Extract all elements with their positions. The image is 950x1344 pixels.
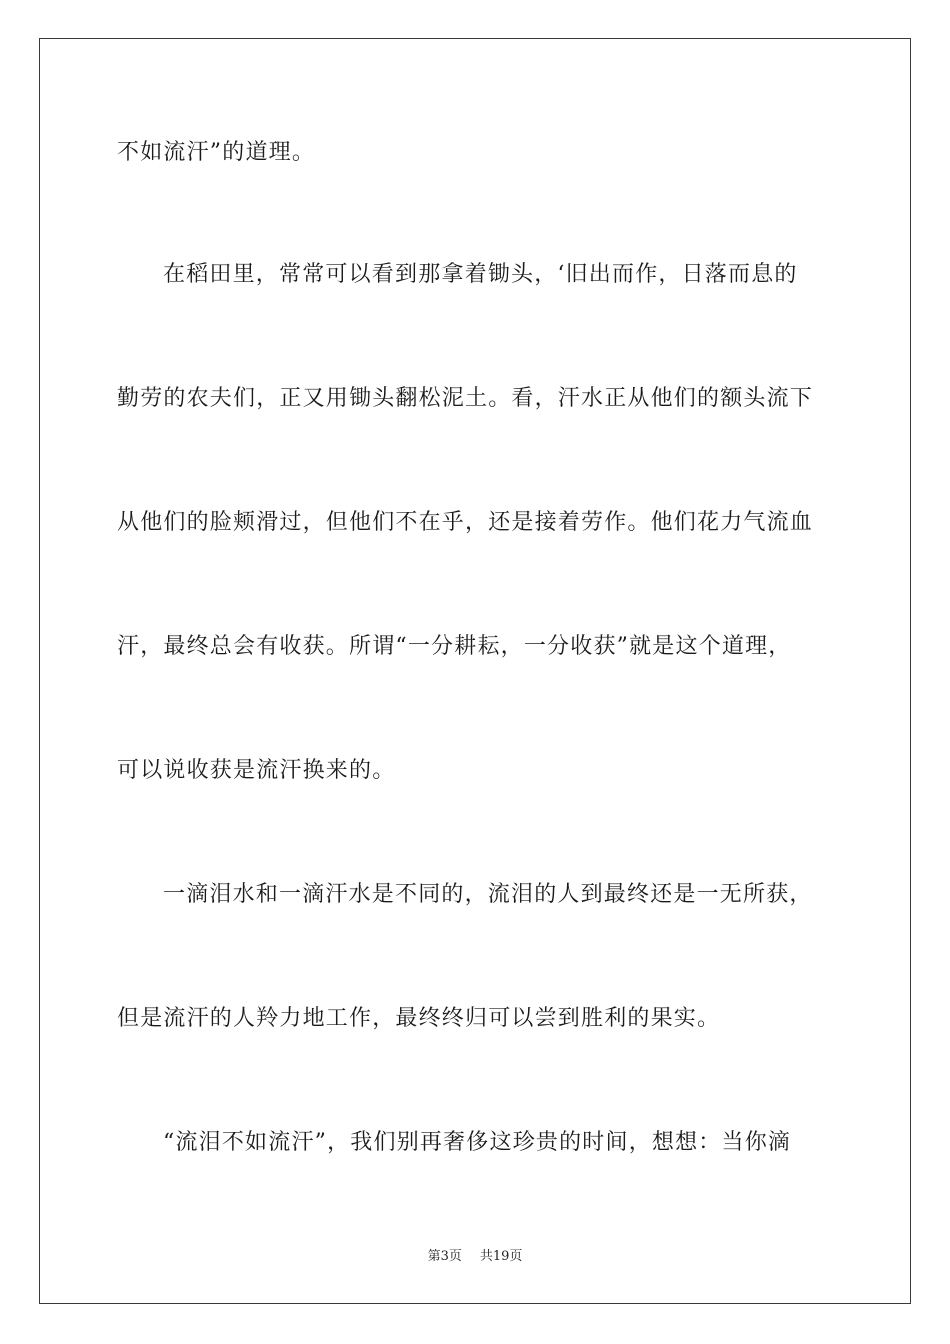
page-total: 共19页 xyxy=(479,1249,523,1264)
text-line: 汗，最终总会有收获。所谓“一分耕耘，一分收获”就是这个道理， xyxy=(117,634,792,659)
paragraph-start-line: 一滴泪水和一滴汗水是不同的，流泪的人到最终还是一无所获， xyxy=(163,882,813,907)
page-border xyxy=(39,38,911,1304)
paragraph-start-line: “流泪不如流汗”，我们别再奢侈这珍贵的时间，想想：当你滴 xyxy=(163,1130,792,1155)
text-line: 但是流汗的人羚力地工作，最终终归可以尝到胜利的果实。 xyxy=(117,1006,721,1031)
text-line: 可以说收获是流汗换来的。 xyxy=(117,758,396,783)
page-number: 第3页 xyxy=(427,1249,462,1264)
page-footer xyxy=(0,1248,950,1266)
paragraph-start-line: 在稻田里，常常可以看到那拿着锄头，‘旧出而作，日落而息的 xyxy=(163,262,798,287)
text-line: 不如流汗”的道理。 xyxy=(117,140,316,165)
text-line: 勤劳的农夫们，正又用锄头翻松泥土。看，汗水正从他们的额头流下 xyxy=(117,386,814,411)
text-line: 从他们的脸颊滑过，但他们不在乎，还是接着劳作。他们花力气流血 xyxy=(117,510,814,535)
